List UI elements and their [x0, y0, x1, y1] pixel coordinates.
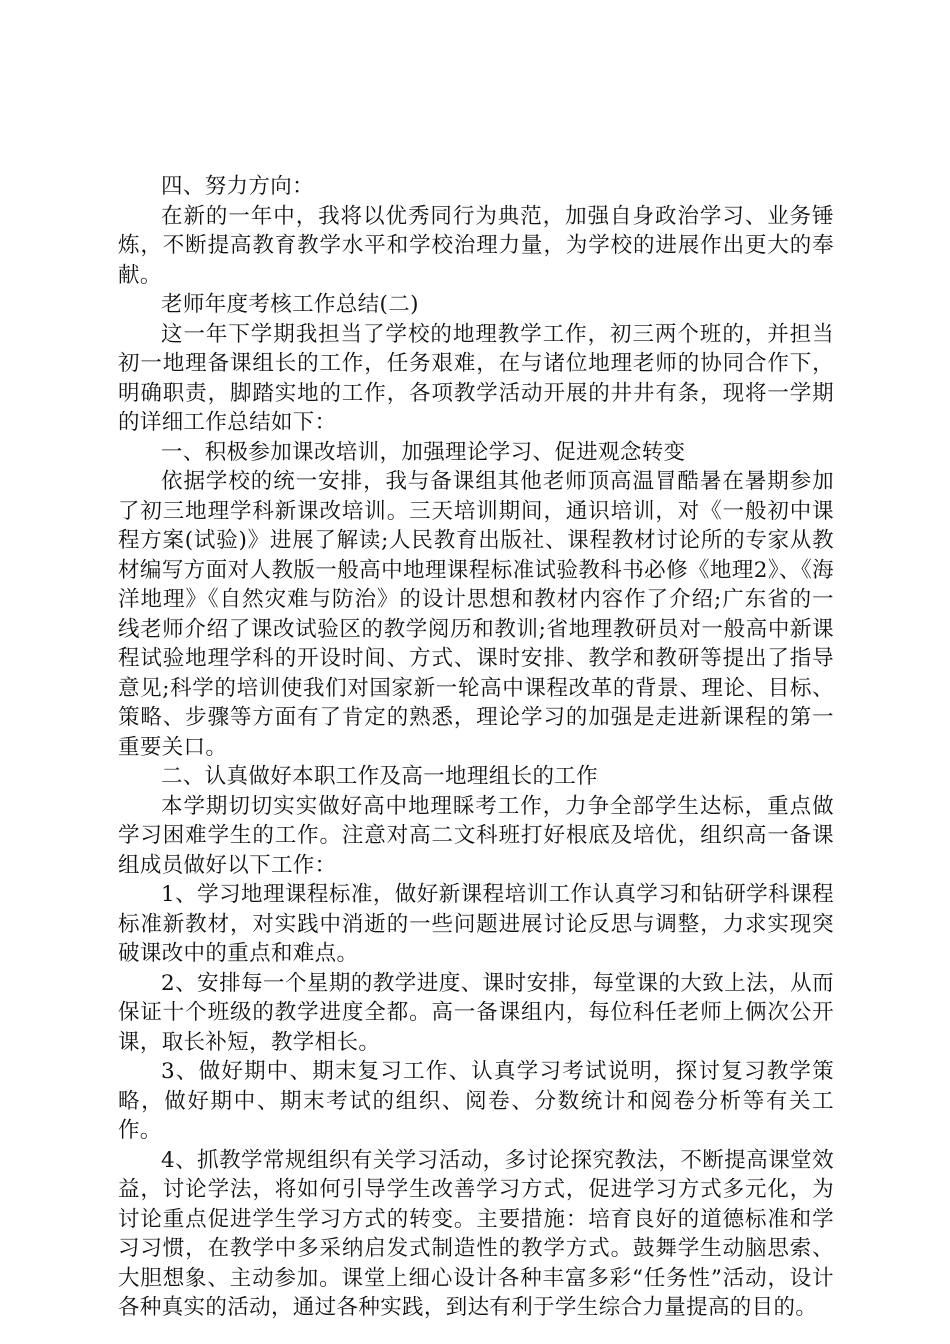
- body-paragraph: 这一年下学期我担当了学校的地理教学工作，初三两个班的，并担当初一地理备课组长的工作，任务艰难，在与诸位地理老师的协同合作下，明确职责，脚踏实地的工作，各项教学活动开展的井井有条，现将一学期的详细工作总结如下：: [118, 321, 834, 435]
- section-heading: 一、积极参加课改培训，加强理论学习、促进观念转变: [161, 439, 686, 465]
- body-paragraph: 本学期切切实实做好高中地理睬考工作，力争全部学生达标，重点做学习困难学生的工作。注意对高二文科班打好根底及培优，组织高一备课组成员做好以下工作：: [118, 793, 834, 878]
- body-paragraph: 在新的一年中，我将以优秀同行为典范，加强自身政治学习、业务锤炼，不断提高教育教学水平和学校治理力量，为学校的进展作出更大的奉献。: [118, 203, 834, 288]
- body-paragraph: 依据学校的统一安排，我与备课组其他老师顶高温冒酷暑在暑期参加了初三地理学科新课改培训。三天培训期间，通识培训，对《一般初中课程方案(试验)》进展了解读;人民教育出版社、课程教材讨论所的专家从教材编写方面对人教版一般高中地理课程标准试验教科书必修《地理2》、《海洋地理》《自然灾难与防治》的设计思想和教材内容作了介绍;广东省的一线老师介绍了课改试验区的教学阅历和教训;省地理教研员对一般高中新课程试验地理学科的开设时间、方式、课时安排、教学和教研等提出了指导意见;科学的培训使我们对国家新一轮高中课程改革的背景、理论、目标、策略、步骤等方面有了肯定的熟悉，理论学习的加强是走进新课程的第一重要关口。: [118, 469, 834, 760]
- list-item: 3、做好期中、期末复习工作、认真学习考试说明，探讨复习教学策略，做好期中、期末考试的组织、阅卷、分数统计和阅卷分析等有关工作。: [118, 1059, 834, 1143]
- document-title: 老师年度考核工作总结(二): [161, 292, 419, 317]
- section-heading: 四、努力方向：: [161, 174, 314, 199]
- document-body: [118, 172, 834, 1323]
- list-item: 4、抓教学常规组织有关学习活动，多讨论探究教法，不断提高课堂效益，讨论学法，将如何引导学生改善学习方式，促进学习方式多元化，为讨论重点促进学生学习方式的转变。主要措施：培育良好的道德标准和学习习惯，在教学中多采纳启发式制造性的教学方式。鼓舞学生动脑思索、大胆想象、主动参加。课堂上细心设计各种丰富多彩“任务性”活动，设计各种真实的活动，通过各种实践，到达有利于学生综合力量提高的目的。: [118, 1147, 834, 1320]
- list-item: 2、安排每一个星期的教学进度、课时安排，每堂课的大致上法，从而保证十个班级的教学进度全都。高一备课组内，每位科任老师上俩次公开课，取长补短，教学相长。: [118, 970, 834, 1055]
- section-heading: 二、认真做好本职工作及高一地理组长的工作: [161, 764, 599, 789]
- list-item: 1、学习地理课程标准，做好新课程培训工作认真学习和钻研学科课程标准新教材，对实践中消逝的一些问题进展讨论反思与调整，力求实现突破课改中的重点和难点。: [118, 882, 834, 966]
